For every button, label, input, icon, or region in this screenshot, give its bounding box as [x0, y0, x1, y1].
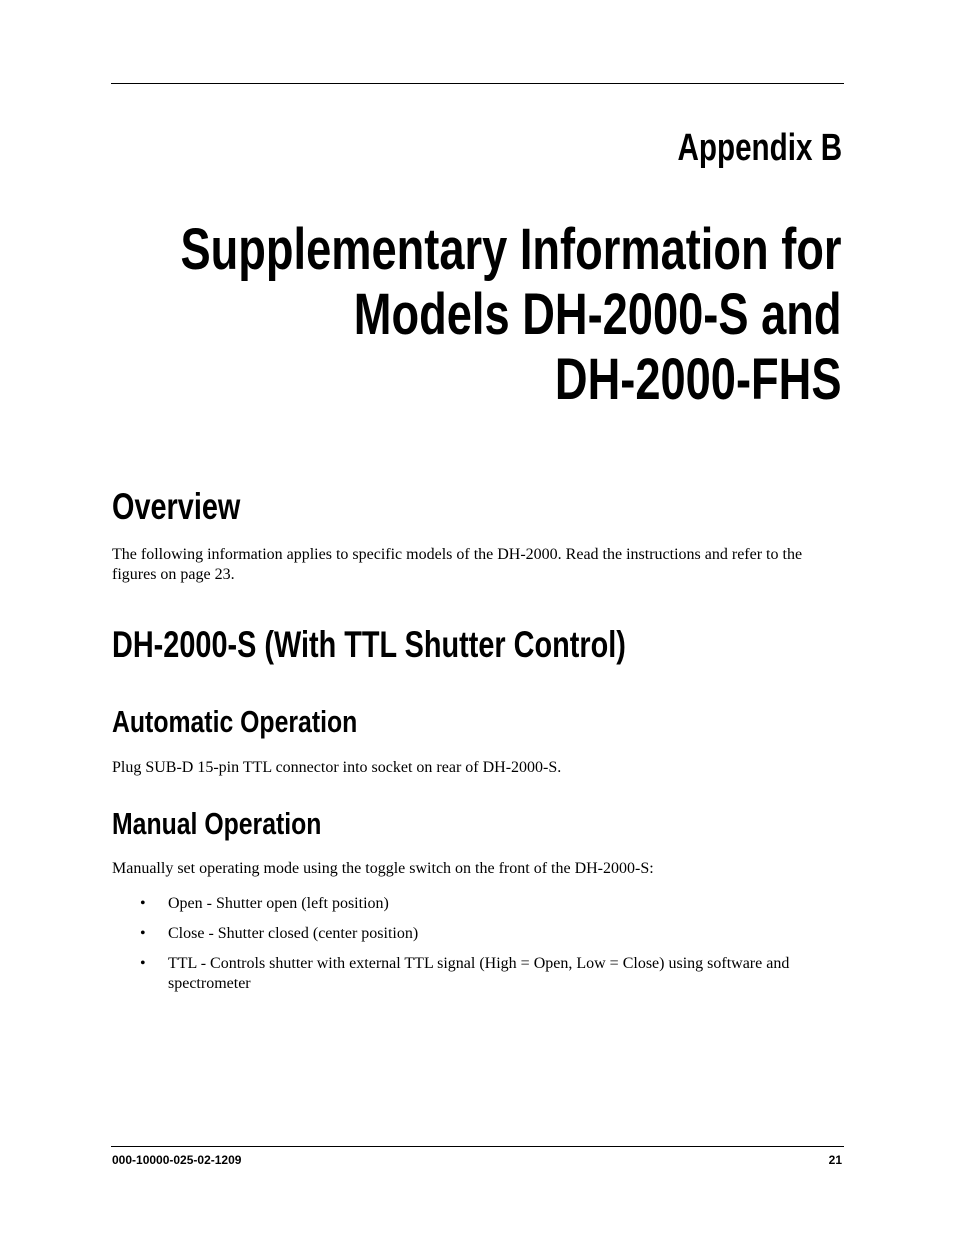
manual-operation-heading: Manual Operation [112, 806, 322, 841]
overview-text: The following information applies to specific models of the DH-2000. Read the instructions and refer to the figures on page 23. [112, 546, 803, 583]
footer-rule [111, 1146, 844, 1147]
list-item [112, 924, 852, 944]
list-item [112, 954, 852, 994]
header-rule [111, 83, 844, 84]
list-item-text: Open - Shutter open (left position) [168, 895, 389, 912]
bullet-icon: • [140, 955, 146, 972]
operating-mode-list [112, 894, 852, 1004]
chapter-title-line-2: Models DH-2000-S and [354, 282, 842, 347]
list-item-text: TTL - Controls shutter with external TTL signal (High = Open, Low = Close) using software and spectrometer [168, 955, 790, 992]
footer-page-number: 21 [828, 1153, 842, 1167]
chapter-title [181, 217, 842, 412]
list-item [112, 894, 852, 914]
footer-doc-number: 000-10000-025-02-1209 [112, 1153, 242, 1167]
automatic-operation-text: Plug SUB-D 15-pin TTL connector into socket on rear of DH-2000-S. [112, 759, 562, 776]
chapter-title-line-3: DH-2000-FHS [555, 347, 842, 412]
chapter-title-line-1: Supplementary Information for [180, 217, 842, 282]
dh2000s-heading: DH-2000-S (With TTL Shutter Control) [112, 624, 626, 665]
list-item-text: Close - Shutter closed (center position) [168, 925, 419, 942]
bullet-icon: • [140, 925, 146, 942]
bullet-icon: • [140, 895, 146, 912]
manual-operation-text: Manually set operating mode using the toggle switch on the front of the DH-2000-S: [112, 860, 654, 877]
automatic-operation-heading: Automatic Operation [112, 704, 358, 739]
overview-heading: Overview [112, 486, 241, 527]
appendix-label: Appendix B [677, 127, 842, 169]
